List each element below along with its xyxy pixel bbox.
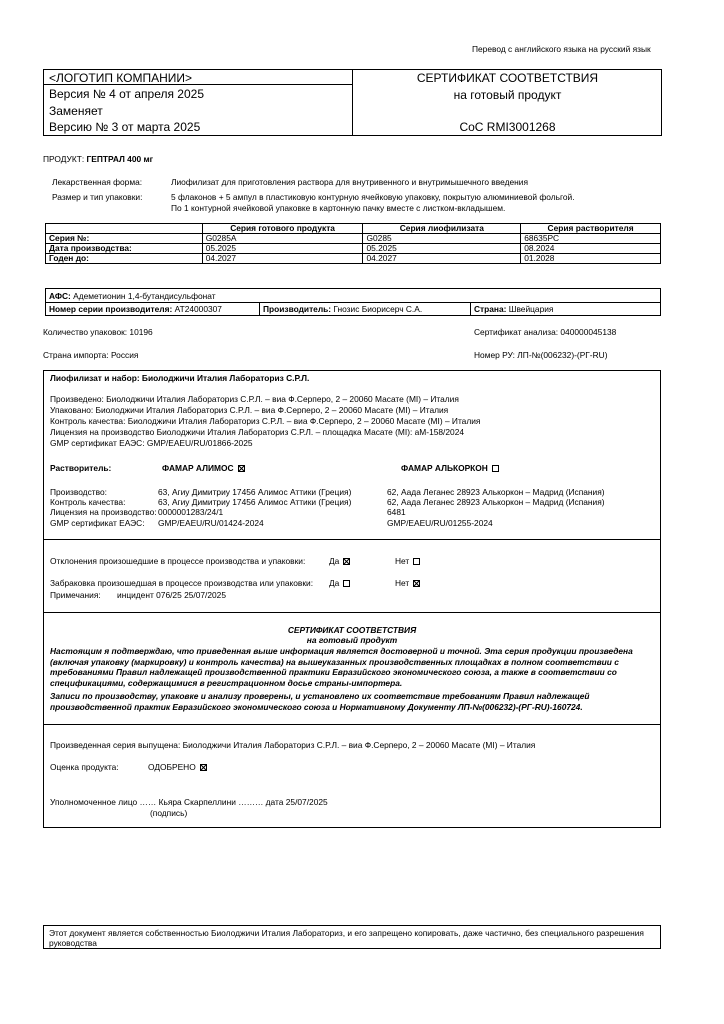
previous-version: Версию № 3 от марта 2025 — [49, 120, 201, 134]
alimos-value: 63, Агиу Димитриу 17456 Алимос Аттики (Греция) — [158, 497, 352, 507]
table-cell: 01.2028 — [521, 254, 661, 264]
table-cell: G0285 — [363, 234, 521, 244]
solvent-label: Растворитель: — [50, 463, 112, 473]
assessment-value-line — [148, 762, 207, 772]
table-cell: Дата производства: — [46, 244, 203, 254]
maker-value: Гнозис Биорисерч С.А. — [333, 304, 423, 314]
company-logo-placeholder: <ЛОГОТИП КОМПАНИИ> — [49, 71, 193, 85]
table-cell: 05.2025 — [363, 244, 521, 254]
released-by: Произведенная серия выпущена: Биолоджичи Италия Лабораториз С.Р.Л. – виа Ф.Серперо, 2 – 20060 Масате (MI) – Италия — [50, 740, 536, 750]
table-row — [46, 244, 661, 254]
api-series-line — [49, 304, 222, 314]
product-name: ГЕПТРАЛ 400 мг — [86, 154, 154, 164]
lyophilizate-line: GMP сертификат ЕАЭС: GMP/EAEU/RU/01866-2025 — [50, 438, 253, 448]
alkorkon-value: 6481 — [387, 507, 406, 517]
table-cell: G0285A — [202, 234, 363, 244]
rejection-label: Забраковка произошедшая в процессе производства или упаковки: — [50, 578, 314, 588]
deviations-yes — [329, 556, 350, 566]
coc-number: CoC RMI3001268 — [459, 120, 556, 134]
product-line — [43, 154, 153, 164]
table-header-cell — [46, 224, 203, 234]
alkorkon-value: 62, Аада Леганес 28923 Алькоркон – Мадрид (Испания) — [387, 487, 605, 497]
lyophilizate-line: Контроль качества: Биолоджичи Италия Лабораториз С.Р.Л. – виа Ф.Серперо, 2 – 20060 Масате (MI) – Италия — [50, 416, 481, 426]
footer-text: Этот документ является собственностью Биолоджичи Италия Лабораториз, и его запрещено копировать, даже частично, без специального разрешения — [49, 928, 644, 938]
solvent-row-label: Контроль качества: — [50, 497, 126, 507]
yes-label: Да — [329, 556, 340, 566]
famar-alimos-label: ФАМАР АЛИМОС — [162, 463, 234, 473]
form-value: Лиофилизат для приготовления раствора для внутривенного и внутримышечного введения — [171, 177, 528, 187]
afs-value: Адеметионин 1,4-бутандисульфонат — [73, 291, 216, 301]
table-cell: 08.2024 — [521, 244, 661, 254]
famar-alkorkon-option — [401, 463, 499, 473]
alimos-value: 0000001283/24/1 — [158, 507, 224, 517]
solvent-row-label: Производство: — [50, 487, 107, 497]
pack-label: Размер и тип упаковки: — [52, 192, 143, 202]
replaces-label: Заменяет — [49, 104, 103, 118]
translation-note: Перевод с английского языка на русский язык — [472, 44, 651, 54]
lyophilizate-line: Произведено: Биолоджичи Италия Лабораториз С.Р.Л. – виа Ф.Серперо, 2 – 20060 Масате (MI) – Италия — [50, 394, 459, 404]
alkorkon-value: 62, Аада Леганес 28923 Алькоркон – Мадрид (Испания) — [387, 497, 605, 507]
series-label: Номер серии производителя: — [49, 304, 173, 314]
statement-paragraph-1: Настоящим я подтверждаю, что приведенная выше информация является достоверной и точной. Эта серия продукции произведена (включая упаковку (маркировку) и контроль качества) на вышеуказанных производственных площадках в полном соответствии с требованиями Правил надлежащей производственной практики Евразийского экономического союза, а также в соответствии со спецификациями, содержащимися в регистрационном досье страны-импортера. — [50, 646, 633, 688]
table-header-cell: Серия готового продукта — [202, 224, 363, 234]
alkorkon-value: GMP/EAEU/RU/01255-2024 — [387, 518, 493, 528]
statement-title: СЕРТИФИКАТ СООТВЕТСТВИЯ — [287, 625, 417, 635]
table-row — [46, 234, 661, 244]
table-cell: Годен до: — [46, 254, 203, 264]
footer-text-continued: руководства — [49, 938, 97, 948]
analysis-certificate: Сертификат анализа: 040000045138 — [474, 327, 617, 337]
statement-subtitle: на готовый продукт — [306, 635, 398, 645]
import-country: Страна импорта: Россия — [43, 350, 139, 360]
checked-box-icon — [413, 580, 420, 587]
pack-value-1: 5 флаконов + 5 ампул в пластиковую контурную ячейковую упаковку, покрытую алюминиевой фольгой. — [171, 192, 575, 202]
assessment-value: ОДОБРЕНО — [148, 762, 196, 772]
ru-number: Номер РУ: ЛП-№(006232)-(РГ-RU) — [474, 350, 608, 360]
alimos-value: GMP/EAEU/RU/01424-2024 — [158, 518, 264, 528]
lyophilizate-line: Упаковано: Биолоджичи Италия Лабораториз С.Р.Л. – виа Ф.Серперо, 2 – 20060 Масате (MI) – Италия — [50, 405, 449, 415]
solvent-row-label: GMP сертификат ЕАЭС: — [50, 518, 145, 528]
table-cell: 68635PC — [521, 234, 661, 244]
table-cell: 05.2025 — [202, 244, 363, 254]
pack-value-2: По 1 контурной ячейковой упаковке в картонную пачку вместе с листком-вкладышем. — [171, 203, 506, 213]
country-value: Швейцария — [508, 304, 554, 314]
version: Версия № 4 от апреля 2025 — [49, 87, 204, 101]
certificate-subtitle: на готовый продукт — [453, 88, 562, 102]
lyophilizate-line: Лицензия на производство Биолоджичи Италия Лабораториз С.Р.Л. – площадка Масате (MI): aM-158/2024 — [50, 427, 465, 437]
alimos-value: 63, Агиу Димитриу 17456 Алимос Аттики (Греция) — [158, 487, 352, 497]
checked-box-icon — [343, 558, 350, 565]
notes-line — [50, 590, 226, 600]
lyophilizate-title: Лиофилизат и набор: Биолоджичи Италия Лабораториз С.Р.Л. — [50, 373, 310, 383]
batch-table-header — [46, 224, 661, 234]
api-maker-line — [263, 304, 422, 314]
afs-label: АФС: — [49, 291, 71, 301]
unchecked-box-icon — [413, 558, 420, 565]
table-header-cell: Серия растворителя — [521, 224, 661, 234]
rejection-no — [395, 578, 420, 588]
unchecked-box-icon — [343, 580, 350, 587]
product-label: ПРОДУКТ: — [43, 154, 85, 164]
deviations-label: Отклонения произошедшие в процессе производства и упаковки: — [50, 556, 306, 566]
unchecked-box-icon — [492, 465, 499, 472]
table-header-cell: Серия лиофилизата — [363, 224, 521, 234]
afs-line — [49, 291, 216, 301]
table-cell: 04.2027 — [202, 254, 363, 264]
api-country-line — [474, 304, 553, 314]
table-cell: 04.2027 — [363, 254, 521, 264]
certificate-title: СЕРТИФИКАТ СООТВЕТСТВИЯ — [416, 71, 599, 85]
solvent-row-label: Лицензия на производство: — [50, 507, 157, 517]
famar-alimos-option — [162, 463, 245, 473]
country-label: Страна: — [474, 304, 507, 314]
series-value: AT24000307 — [174, 304, 222, 314]
assessment-label: Оценка продукта: — [50, 762, 119, 772]
deviations-no — [395, 556, 420, 566]
no-label: Нет — [395, 556, 410, 566]
form-label: Лекарственная форма: — [52, 177, 143, 187]
signature-caption: (подпись) — [150, 808, 188, 818]
maker-label: Производитель: — [263, 304, 332, 314]
batch-table — [45, 223, 661, 264]
notes-label: Примечания: — [50, 590, 101, 600]
table-cell: Серия №: — [46, 234, 203, 244]
statement-paragraph-2: Записи по производству, упаковке и анализу проверены, и установлено их соответствие требованиям Правил надлежащей производственной практик Евразийского экономического союза и Нормативному Документу ЛП-№(006232)-(РГ-RU)-160724. — [50, 691, 590, 712]
checked-box-icon — [238, 465, 245, 472]
no-label: Нет — [395, 578, 410, 588]
famar-alkorkon-label: ФАМАР АЛЬКОРКОН — [401, 463, 488, 473]
packages-count: Количество упаковок: 10196 — [43, 327, 153, 337]
qualified-person-line: Уполномоченное лицо …… Кьяра Скарпеллини ……… дата 25/07/2025 — [50, 797, 328, 807]
table-row — [46, 254, 661, 264]
yes-label: Да — [329, 578, 340, 588]
notes-value: инцидент 076/25 25/07/2025 — [117, 590, 226, 600]
checked-box-icon — [200, 764, 207, 771]
rejection-yes — [329, 578, 350, 588]
